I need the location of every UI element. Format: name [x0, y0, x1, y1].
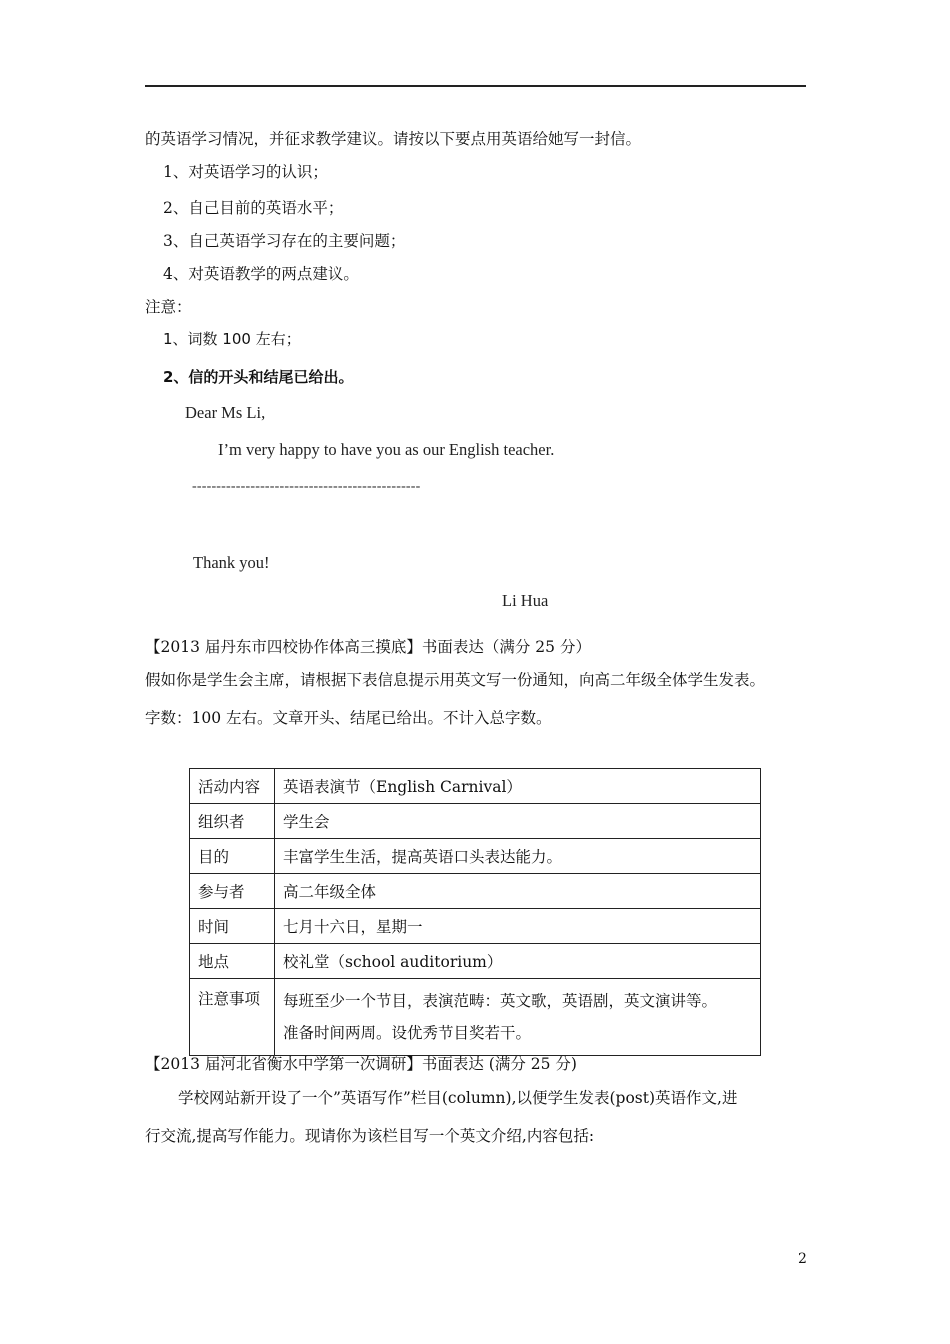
table-value: 七月十六日，星期一: [275, 909, 761, 944]
task2-para1: 假如你是学生会主席，请根据下表信息提示用英文写一份通知，向高二年级全体学生发表。: [145, 671, 766, 689]
task3-para1: 学校网站新开设了一个”英语写作”栏目(column),以便学生发表(post)英语作文,进: [178, 1089, 738, 1107]
letter-dashes: -----------------------------------------------: [192, 479, 421, 494]
note-1: 1、词数 100 左右；: [163, 330, 301, 348]
table-key: 参与者: [190, 874, 275, 909]
task3-source: 【2013 届河北省衡水中学第一次调研】书面表达 (满分 25 分): [145, 1055, 577, 1073]
notes-heading: 注意：: [145, 298, 192, 316]
table-row: [190, 804, 761, 839]
header-rule: [145, 85, 806, 87]
note-2: 2、信的开头和结尾已给出。: [163, 368, 354, 386]
table-row: [190, 944, 761, 979]
point-1: 1、对英语学习的认识；: [163, 163, 328, 181]
task2-source: 【2013 届丹东市四校协作体高三摸底】书面表达（满分 25 分）: [145, 638, 591, 656]
letter-signature: Li Hua: [502, 591, 549, 610]
table-row: [190, 769, 761, 804]
table-key: 时间: [190, 909, 275, 944]
task3-para2: 行交流,提高写作能力。现请你为该栏目写一个英文介绍,内容包括:: [145, 1127, 595, 1145]
table-row: [190, 909, 761, 944]
table-key: 目的: [190, 839, 275, 874]
table-key: 注意事项: [190, 979, 275, 1056]
table-key: 组织者: [190, 804, 275, 839]
table-value: 学生会: [275, 804, 761, 839]
task2-para2: 字数：100 左右。文章开头、结尾已给出。不计入总字数。: [145, 709, 552, 727]
page-number: 2: [798, 1251, 807, 1267]
intro-line: 的英语学习情况，并征求教学建议。请按以下要点用英语给她写一封信。: [145, 130, 642, 148]
table-value: 英语表演节（English Carnival）: [275, 769, 761, 804]
table-row: [190, 874, 761, 909]
table-row: [190, 979, 761, 1056]
letter-opening: I’m very happy to have you as our English teacher.: [218, 440, 555, 459]
activity-info-table: [189, 768, 761, 1056]
table-value-line: 准备时间两周。设优秀节目奖若干。: [283, 1024, 532, 1042]
table-value: 高二年级全体: [275, 874, 761, 909]
letter-greeting: Dear Ms Li,: [185, 403, 266, 422]
point-4: 4、对英语教学的两点建议。: [163, 265, 359, 283]
table-key: 活动内容: [190, 769, 275, 804]
point-3: 3、自己英语学习存在的主要问题；: [163, 232, 406, 250]
table-value: 校礼堂（school auditorium）: [275, 944, 761, 979]
table-row: [190, 839, 761, 874]
table-value: 丰富学生生活，提高英语口头表达能力。: [275, 839, 761, 874]
point-2: 2、自己目前的英语水平；: [163, 199, 344, 217]
table-value: [275, 979, 761, 1056]
table-value-line: 每班至少一个节目，表演范畴：英文歌，英语剧，英文演讲等。: [283, 992, 718, 1010]
letter-closing: Thank you!: [193, 553, 270, 572]
table-key: 地点: [190, 944, 275, 979]
